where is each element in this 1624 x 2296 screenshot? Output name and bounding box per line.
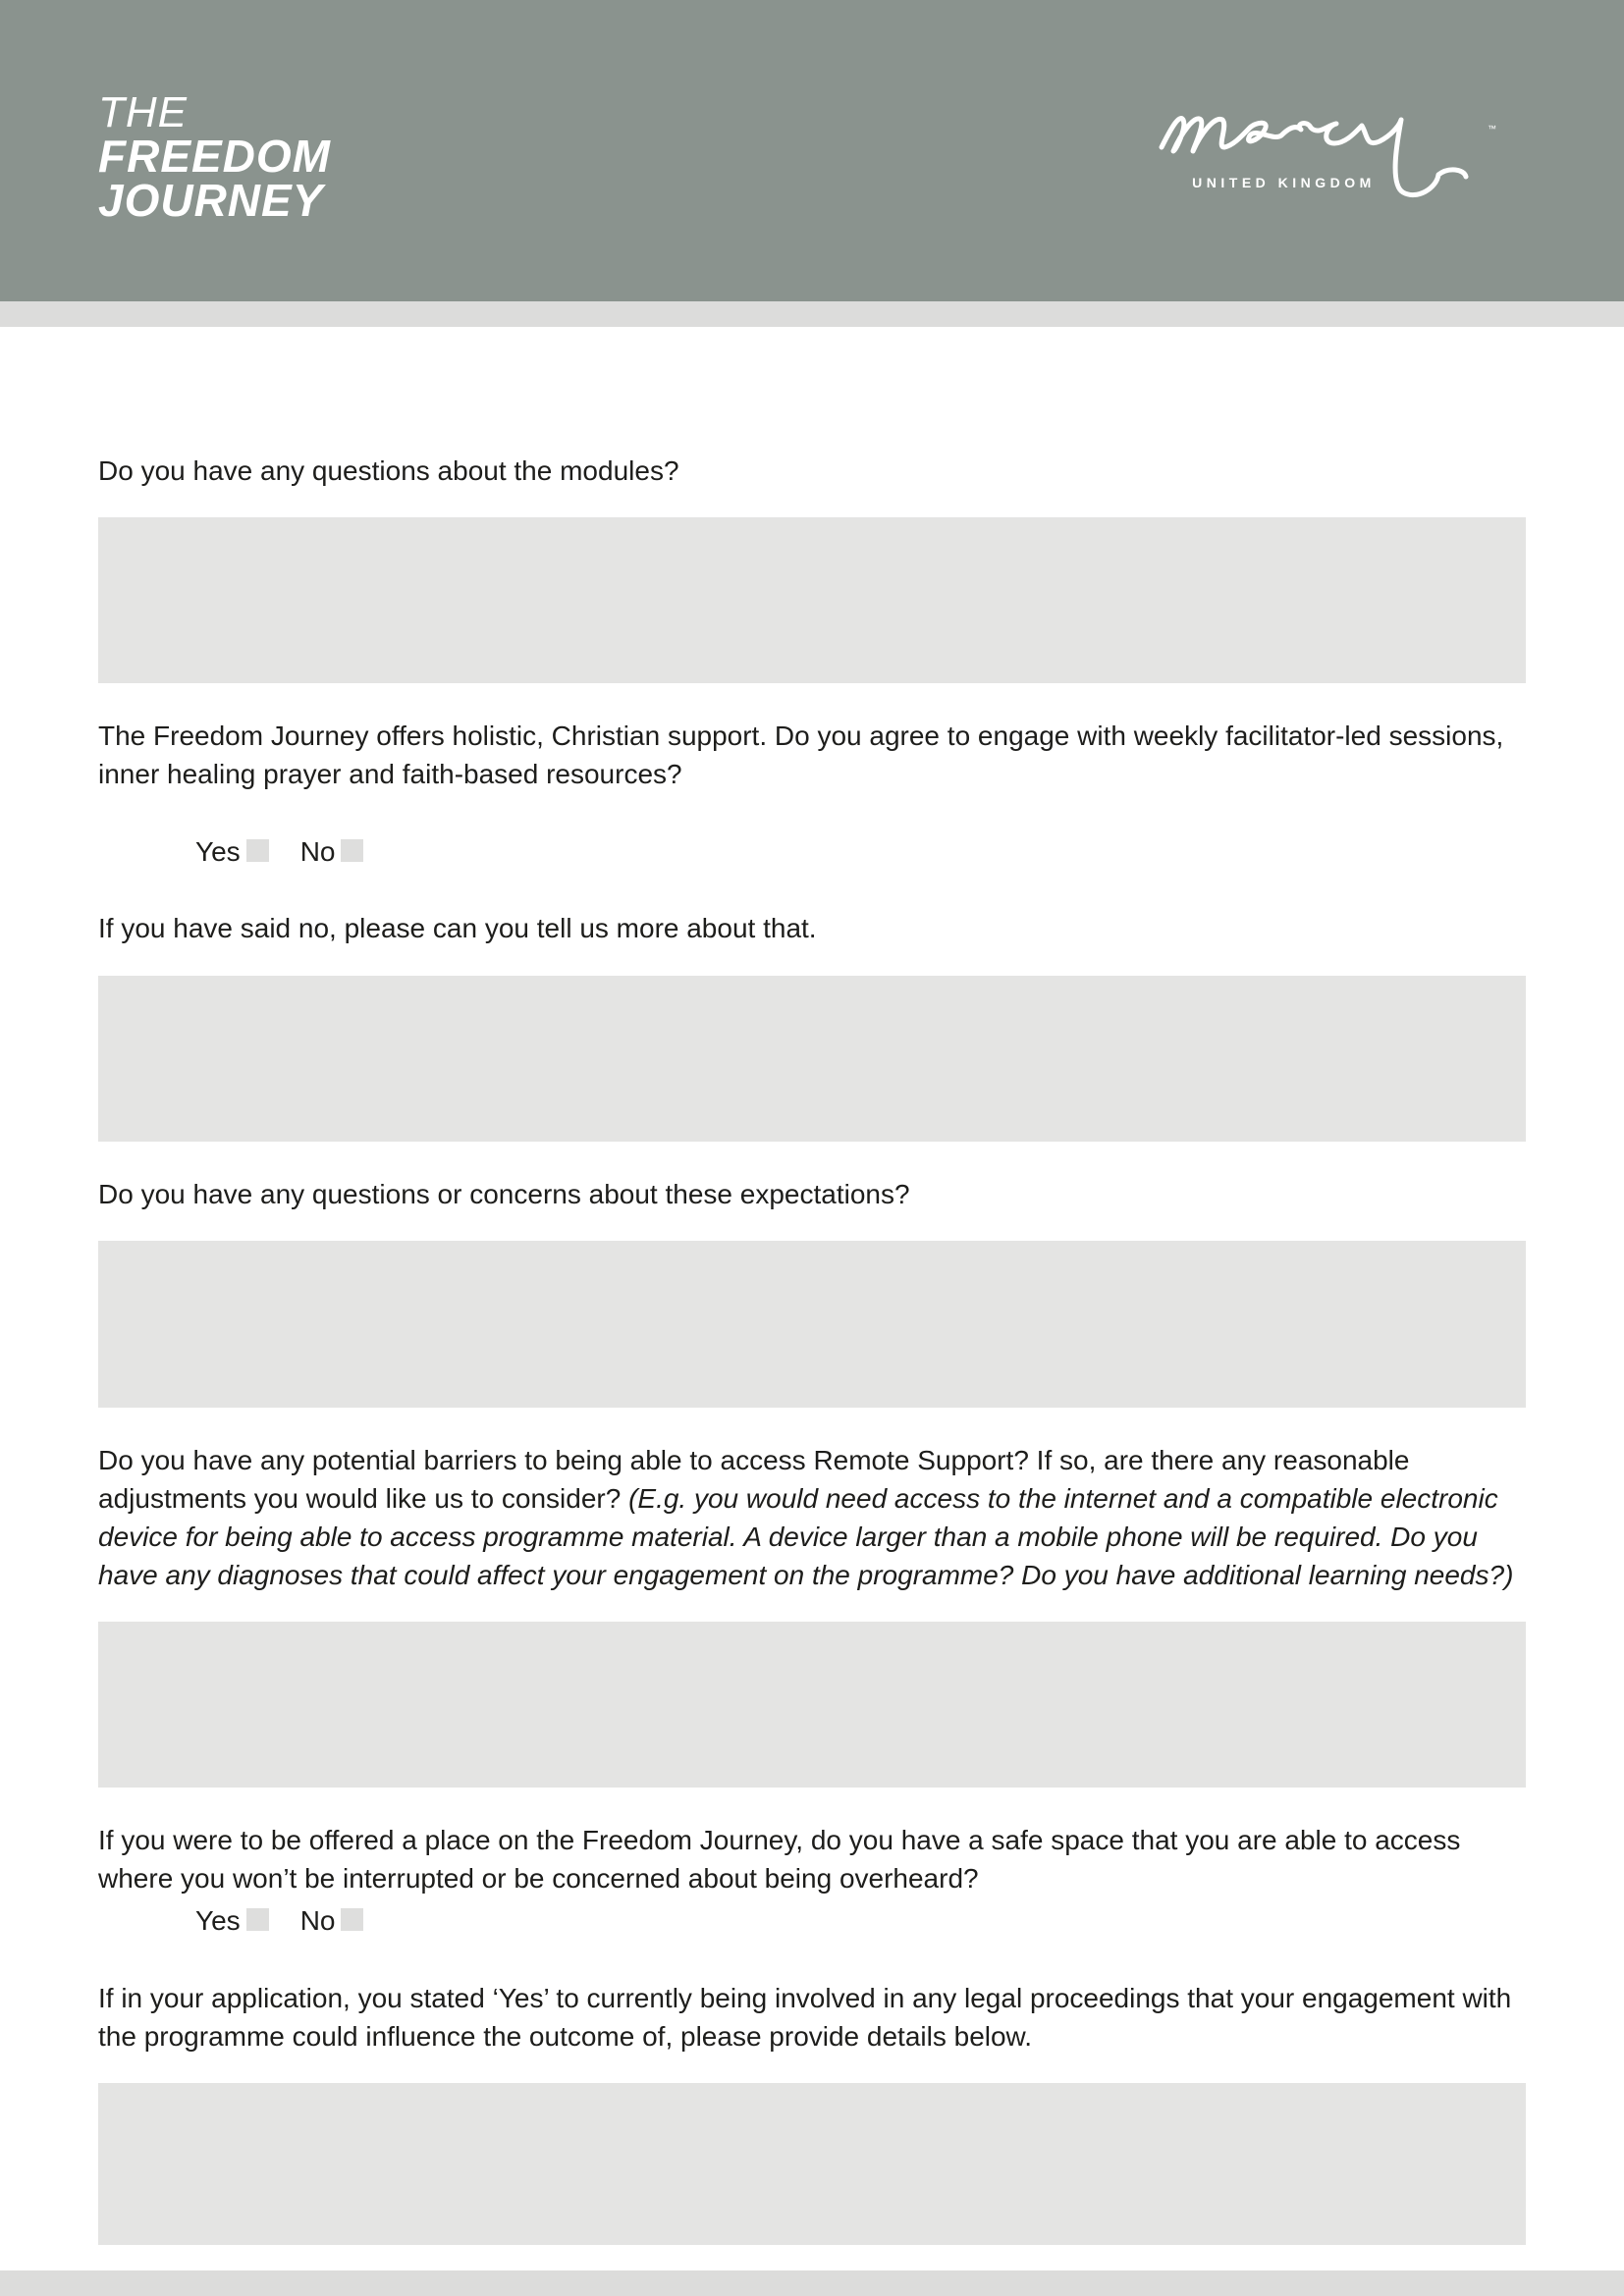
brand-title [98,88,331,226]
no-label: No [299,1905,336,1936]
question-safe-space: If you were to be offered a place on the Freedom Journey, do you have a safe space that you are able to access where you won’t be interrupted or be concerned about being overheard? [98,1825,1461,1894]
question-modules: Do you have any questions about the modules? [98,455,679,486]
answer-field-legal-proceedings[interactable] [98,2083,1526,2245]
header-divider [0,301,1624,327]
answer-field-expectations[interactable] [98,1241,1526,1408]
question-legal-proceedings: If in your application, you stated ‘Yes’ to currently being involved in any legal proceedings that your engagement with the programme could influence the outcome of, please provide details below. [98,1983,1512,2052]
yes-label: Yes [195,1905,241,1936]
safe-space-yes-checkbox[interactable] [246,1908,269,1931]
question-barriers [98,1441,1522,1594]
answer-field-said-no[interactable] [98,976,1526,1142]
answer-field-modules[interactable] [98,517,1526,683]
brand-journey: JOURNEY [98,175,324,226]
yes-label: Yes [195,836,241,867]
question-barriers-main: Do you have any potential barriers to being able to access Remote Support? If so, are there any reasonable adjustments you would like us to consider? [98,1445,1410,1514]
question-expectations: Do you have any questions or concerns about these expectations? [98,1179,910,1209]
agree-no-checkbox[interactable] [341,839,363,862]
question-barriers-example: (E.g. you would need access to the internet and a compatible electronic device for being able to access programme material. A device larger than a mobile phone will be required. Do you have any diagnoses that could affect your engagement on the programme? Do you have additional learning needs?) [98,1483,1514,1590]
safe-space-options [195,1903,395,1939]
question-said-no: If you have said no, please can you tell us more about that. [98,913,817,943]
safe-space-no-checkbox[interactable] [341,1908,363,1931]
question-agree-engage: The Freedom Journey offers holistic, Christian support. Do you agree to engage with weekly facilitator-led sessions, inner healing prayer and faith-based resources? [98,721,1504,789]
no-label: No [299,836,336,867]
agree-options [195,834,395,870]
brand-the: THE [98,88,188,136]
agree-yes-checkbox[interactable] [246,839,269,862]
brand-freedom: FREEDOM [98,131,331,182]
mercy-logo [1154,90,1532,228]
trademark: ™ [1488,124,1496,133]
footer-divider [0,2270,1624,2296]
answer-field-barriers[interactable] [98,1622,1526,1788]
logo-subtitle: UNITED KINGDOM [1192,175,1376,190]
